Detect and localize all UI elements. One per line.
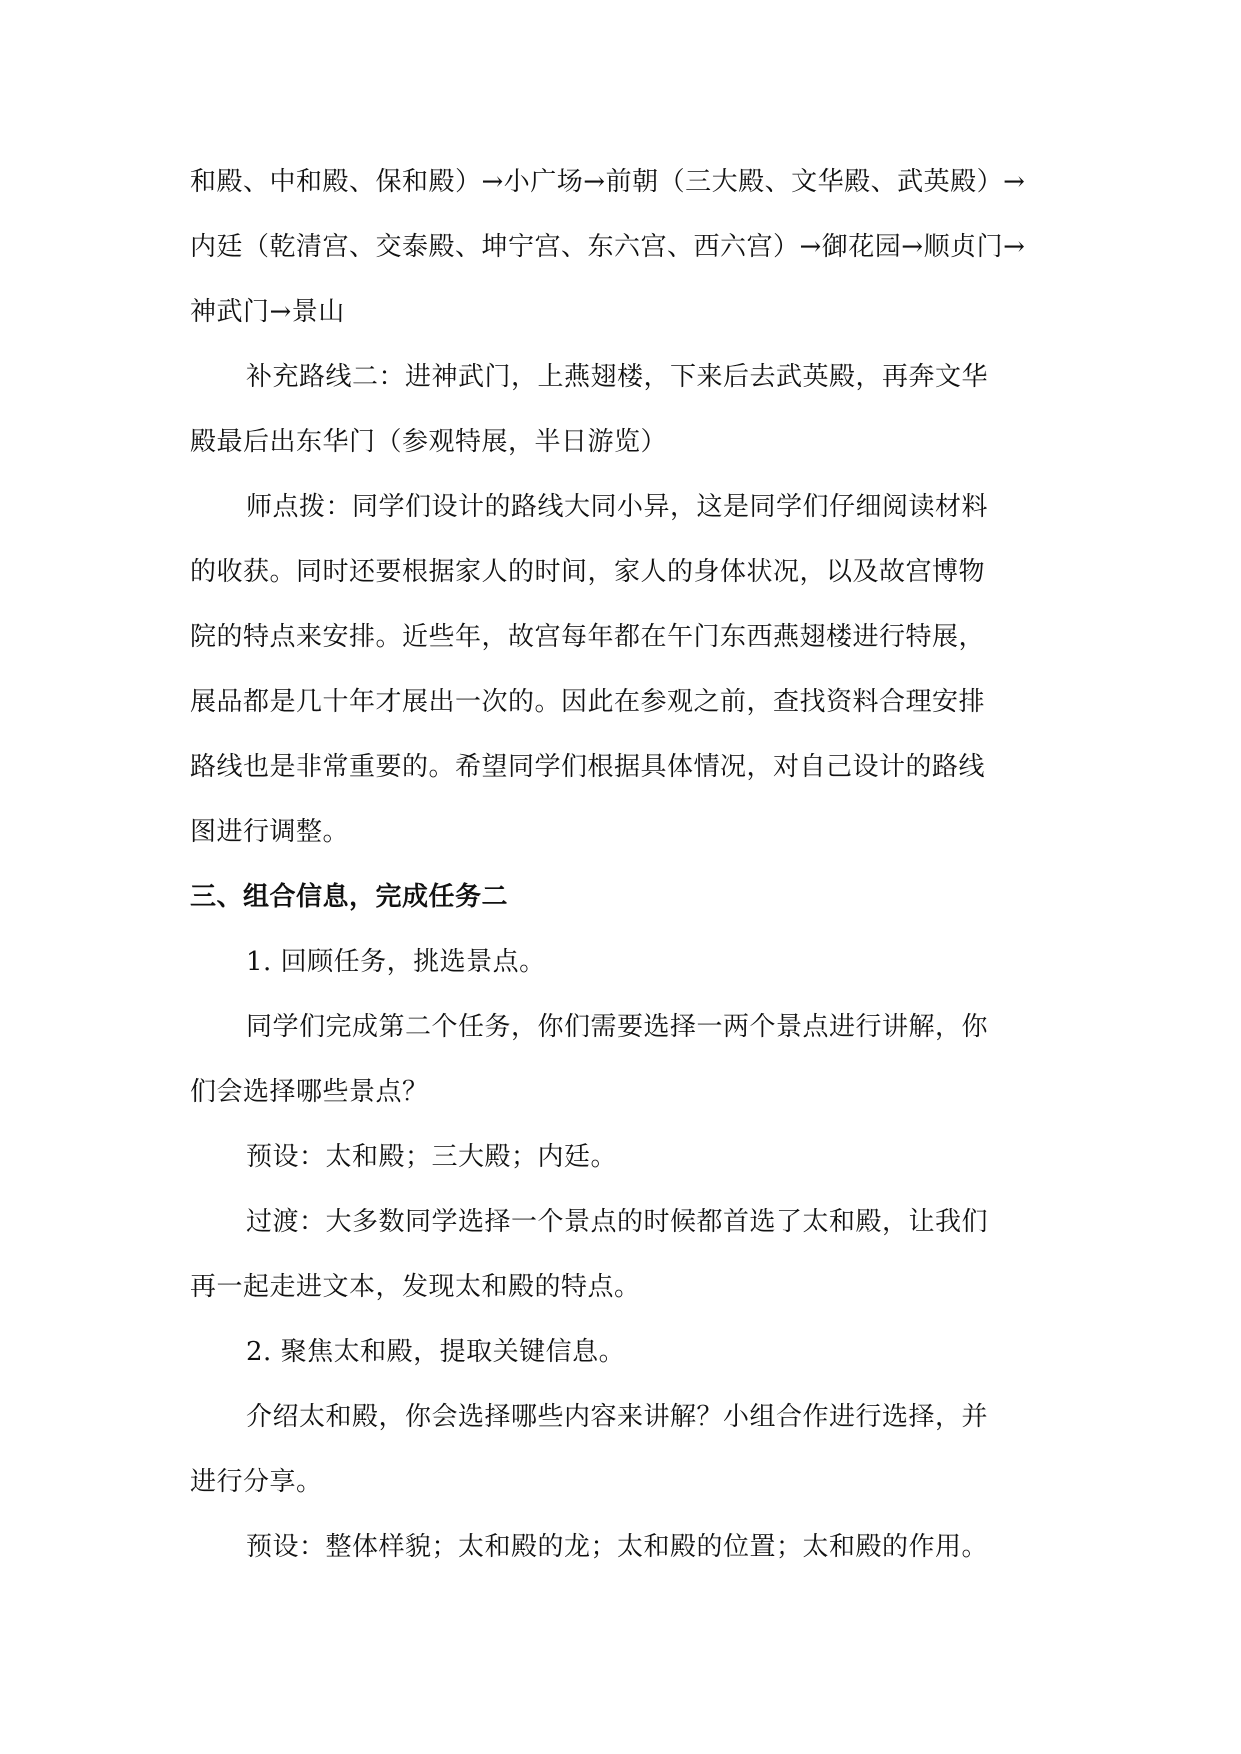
text-line: 殿最后出东华门（参观特展，半日游览） [190, 427, 668, 457]
text-line: 图进行调整。 [190, 817, 350, 847]
text-line: 再一起走进文本，发现太和殿的特点。 [190, 1272, 641, 1302]
text-line: 们会选择哪些景点？ [190, 1077, 429, 1107]
document-body [190, 150, 1060, 1580]
text-line: 的收获。同时还要根据家人的时间，家人的身体状况，以及故宫博物 [190, 557, 986, 587]
text-line: 补充路线二：进神武门，上燕翅楼，下来后去武英殿，再奔文华 [246, 362, 989, 392]
text-line: 内廷（乾清宫、交泰殿、坤宁宫、东六宫、西六宫）→御花园→顺贞门→ [190, 232, 1026, 262]
text-line: 展品都是几十年才展出一次的。因此在参观之前，查找资料合理安排 [190, 687, 986, 717]
text-line: 1. 回顾任务，挑选景点。 [246, 947, 546, 977]
text-line: 介绍太和殿，你会选择哪些内容来讲解？小组合作进行选择，并 [246, 1402, 989, 1432]
text-line: 同学们完成第二个任务，你们需要选择一两个景点进行讲解，你 [246, 1012, 989, 1042]
text-line: 预设：整体样貌；太和殿的龙；太和殿的位置；太和殿的作用。 [246, 1532, 989, 1562]
text-line: 2. 聚焦太和殿，提取关键信息。 [246, 1337, 626, 1367]
text-line: 院的特点来安排。近些年，故宫每年都在午门东西燕翅楼进行特展， [190, 622, 986, 652]
text-line: 和殿、中和殿、保和殿）→小广场→前朝（三大殿、文华殿、武英殿）→ [190, 167, 1026, 197]
text-line: 路线也是非常重要的。希望同学们根据具体情况，对自己设计的路线 [190, 752, 986, 782]
section-heading: 三、组合信息，完成任务二 [190, 882, 509, 912]
text-line: 过渡：大多数同学选择一个景点的时候都首选了太和殿，让我们 [246, 1207, 989, 1237]
text-line: 神武门→景山 [190, 297, 345, 327]
text-line: 师点拨：同学们设计的路线大同小异，这是同学们仔细阅读材料 [246, 492, 989, 522]
text-line: 进行分享。 [190, 1467, 323, 1497]
text-line: 预设：太和殿；三大殿；内廷。 [246, 1142, 618, 1172]
